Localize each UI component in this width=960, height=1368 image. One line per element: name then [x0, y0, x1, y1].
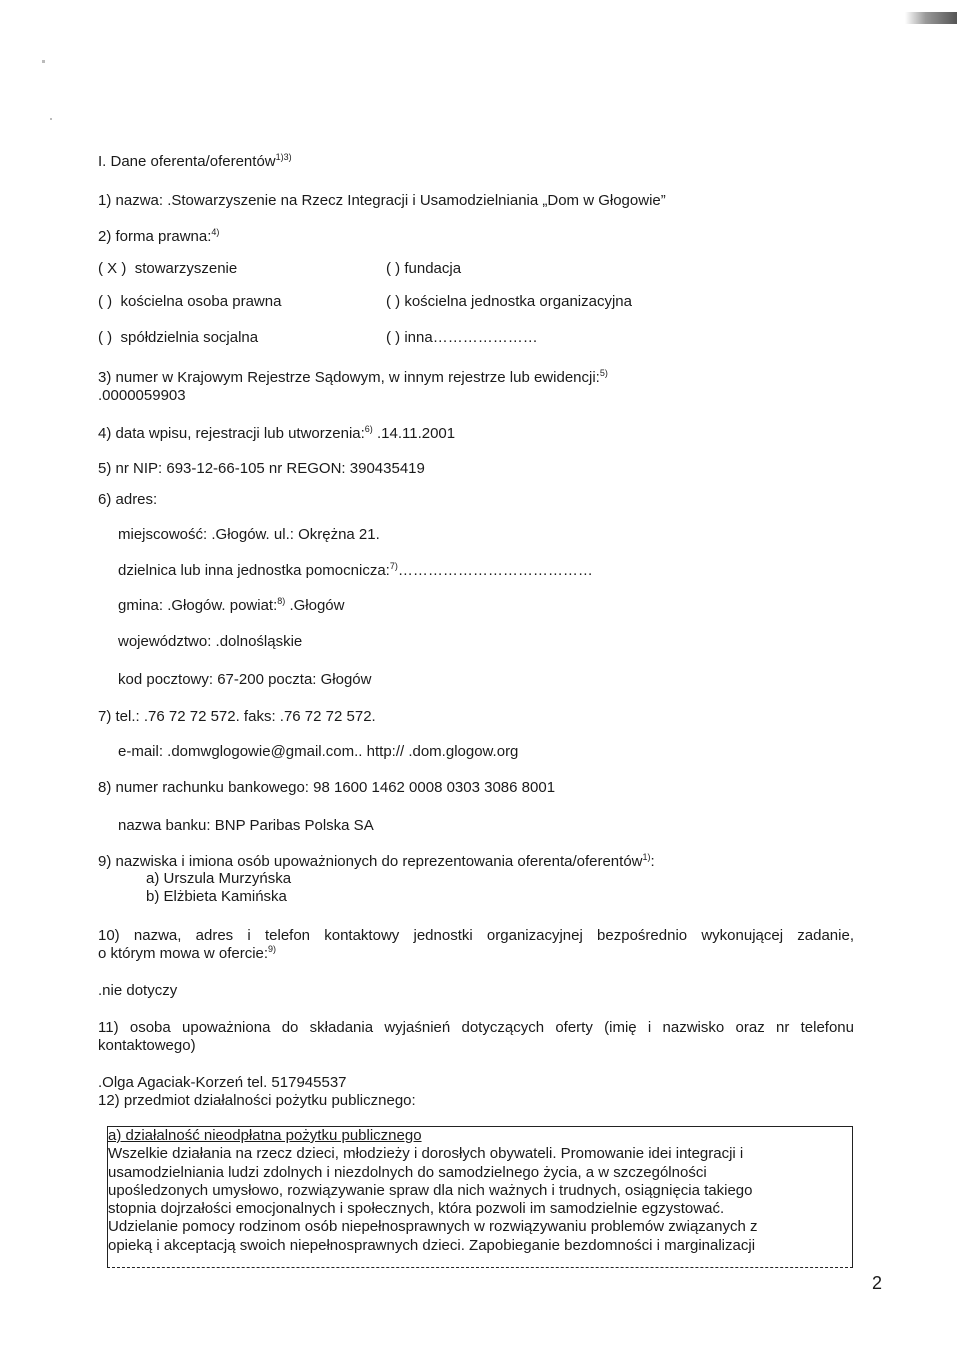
scan-speck — [50, 118, 52, 120]
address-commune: gmina: .Głogów. powiat:$^{8)}$ .Głogów — [118, 596, 345, 614]
address-postal: kod pocztowy: 67-200 poczta: Głogów — [118, 671, 372, 688]
representative-item: a) Urszula Murzyńska — [146, 870, 292, 887]
legal-form-koscielna-osoba: ( ) kościelna osoba prawna — [98, 293, 282, 310]
field-executing-unit: 10) nazwa, adres i telefon kontaktowy jednostki organizacyjnej bezpośrednio wykonującej zadanie, — [98, 927, 854, 944]
address-voivodeship: województwo: .dolnośląskie — [118, 633, 303, 650]
activity-box-line: stopnia dojrzałości emocjonalnych i społecznych, która pozwoli im samodzielnie egzystować. — [108, 1200, 725, 1218]
scan-speck — [42, 60, 45, 63]
activity-box-line: upośledzonych umysłowo, rozwiązywanie spraw dla nich ważnych i trudnych, osiągnięcia takiego — [108, 1181, 753, 1199]
checkbox-mark: ( ) — [386, 260, 401, 277]
legal-form-stowarzyszenie: ( X ) stowarzyszenie — [98, 260, 238, 277]
legal-form-spoldzielnia: ( ) spółdzielnia socjalna — [98, 329, 259, 346]
field-contact-person: 11) osoba upoważniona do składania wyjaśnień dotyczących oferty (imię i nazwisko oraz nr telefonu — [98, 1019, 854, 1036]
address-district: dzielnica lub inna jednostka pomocnicza:$^{7)}$………………………………… — [118, 561, 593, 579]
activity-box-line: Udzielanie pomocy rodzinom osób niepełnosprawnych w rozwiązywaniu problemów związanych z — [108, 1218, 758, 1236]
field-bank-name: nazwa banku: BNP Paribas Polska SA — [118, 817, 374, 834]
field-executing-unit-line2: o którym mowa w ofercie:$^{9)}$ — [98, 944, 277, 962]
field-executing-unit-value: .nie dotyczy — [98, 982, 178, 999]
checkbox-mark: ( ) — [98, 329, 113, 346]
checkbox-mark: ( ) — [386, 329, 401, 346]
field-phone-fax: 7) tel.: .76 72 72 572. faks: .76 72 72 572. — [98, 708, 376, 725]
field-contact-person-value: .Olga Agaciak-Korzeń tel. 517945537 — [98, 1074, 347, 1091]
checkbox-mark: ( ) — [98, 293, 113, 310]
representative-item: b) Elżbieta Kamińska — [146, 888, 287, 905]
field-krs-value: .0000059903 — [98, 387, 186, 404]
checkbox-mark: ( X ) — [98, 260, 127, 277]
field-nip-regon: 5) nr NIP: 693-12-66-105 nr REGON: 390435419 — [98, 460, 425, 477]
field-krs: 3) numer w Krajowym Rejestrze Sądowym, w innym rejestrze lub ewidencji:$^{5)}$ — [98, 368, 608, 386]
address-city: miejscowość: .Głogów. ul.: Okrężna 21. — [118, 526, 380, 543]
activity-description-box — [107, 1126, 853, 1268]
field-contact-person-line2: kontaktowego) — [98, 1037, 196, 1054]
scan-edge-artifact — [905, 12, 957, 24]
activity-box-line: Wszelkie działania na rzecz dzieci, młodzieży i dorosłych obywateli. Promowanie idei integracji i — [108, 1145, 744, 1163]
section-heading: I. Dane oferenta/oferentów$^{1)3)}$ — [98, 152, 292, 170]
legal-form-koscielna-jednostka: ( ) kościelna jednostka organizacyjna — [386, 293, 632, 310]
field-bank-account: 8) numer rachunku bankowego: 98 1600 1462 0008 0303 3086 8001 — [98, 779, 556, 796]
activity-box-title: a) działalność nieodpłatna pożytku publicznego — [108, 1127, 422, 1144]
field-email-www: e-mail: .domwglogowie@gmail.com.. http:// .dom.glogow.org — [118, 743, 519, 760]
legal-form-fundacja: ( ) fundacja — [386, 260, 462, 277]
field-address: 6) adres: — [98, 491, 158, 508]
checkbox-mark: ( ) — [386, 293, 401, 310]
field-name: 1) nazwa: .Stowarzyszenie na Rzecz Integracji i Usamodzielniania „Dom w Głogowie” — [98, 192, 666, 209]
activity-box-line: usamodzielniania ludzi zdolnych i niezdolnych do samodzielnego życia, a w szczególności — [108, 1163, 707, 1181]
page-number: 2 — [872, 1273, 883, 1293]
legal-form-inna: ( ) inna………………… — [386, 329, 538, 346]
activity-box-line: opieką i akceptacją swoich niepełnosprawnych dzieci. Zapobieganie bezdomności i marginalizacji — [108, 1236, 756, 1254]
field-registration-date: 4) data wpisu, rejestracji lub utworzenia:$^{6)}$ .14.11.2001 — [98, 424, 456, 442]
field-representatives: 9) nazwiska i imiona osób upoważnionych do reprezentowania oferenta/oferentów$^{1)}$: — [98, 852, 655, 870]
field-legal-form: 2) forma prawna:$^{4)}$ — [98, 227, 220, 245]
field-activity-subject: 12) przedmiot działalności pożytku publicznego: — [98, 1092, 416, 1109]
